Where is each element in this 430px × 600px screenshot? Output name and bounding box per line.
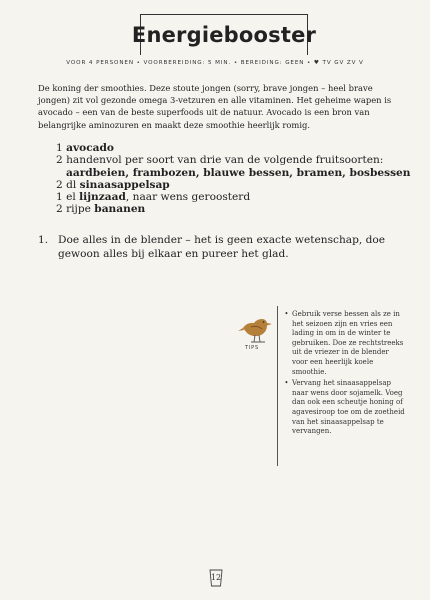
ingredient-name: sinaasappelsap [79,178,170,191]
recipe-intro: De koning der smoothies. Deze stoute jongen (sorry, brave jongen – heel brave jongen) zit vol gezonde omega 3-vetzuren en alle vitaminen. Het geheime wapen is avocado – een van de beste superfoods uit de natuur. Avocado is een bron van belangrijke aminozuren en maakt deze smoothie heerlijk romig. [38,83,392,130]
tips-list [281,310,405,439]
ingredient-line [56,203,401,215]
tip-text: Gebruik verse bessen als ze in het seizoen zijn en vries een lading in om in de winter te gebruiken. Doe ze rechtstreeks uit de vriezer in de blender voor een heerlijk koele smoothie. [292,310,404,376]
tips-label: TIPS [245,345,259,351]
ingredient-name: lijnzaad [79,191,126,204]
recipe-title: Energiebooster [131,23,317,47]
tip-item [281,379,405,437]
recipe-meta: VOOR 4 PERSONEN • VOORBEREIDING: 5 MIN. • BEREIDING: GEEN • ♥ TV GV ZV V [66,60,364,66]
ingredient-line [56,179,401,191]
ingredient-line [56,191,401,203]
step-item [38,234,388,261]
ingredient-amount: 2 handenvol per soort van drie van de volgende fruitsoorten: [56,154,384,167]
ingredient-amount: 1 [56,142,63,154]
ingredient-amount: 1 el [56,191,76,204]
ingredient-suffix: , naar wens geroosterd [125,191,251,204]
ingredient-amount: 2 dl [56,178,77,191]
page-number: 12 [210,573,222,582]
tip-bullet: • [284,379,289,388]
ingredient-name: avocado [66,142,114,154]
ingredient-name: aardbeien, frambozen, blauwe bessen, bramen, bosbessen [66,166,411,179]
step-list [38,234,388,261]
step-text: Doe alles in de blender – het is geen exacte wetenschap, doe gewoon alles bij elkaar en pureer het glad. [58,234,386,260]
ingredient-line [56,166,411,179]
ingredient-line [56,154,401,166]
title-box [131,14,317,55]
ingredient-list [56,142,411,216]
page-number-badge [209,569,223,587]
ingredient-line [56,142,401,154]
step-number: 1. [38,234,49,246]
tips-divider [277,306,278,466]
tip-item [281,310,405,377]
bird-icon [237,312,281,346]
tip-bullet: • [284,310,289,318]
tip-text: Vervang het sinaasappelsap naar wens door sojamelk. Voeg dan ook een scheutje honing of agavesiroop toe om de zoetheid van het sinaasappelsap te vervangen. [292,379,405,436]
ingredient-name: bananen [94,203,146,216]
ingredient-amount: 2 rijpe [56,203,91,216]
